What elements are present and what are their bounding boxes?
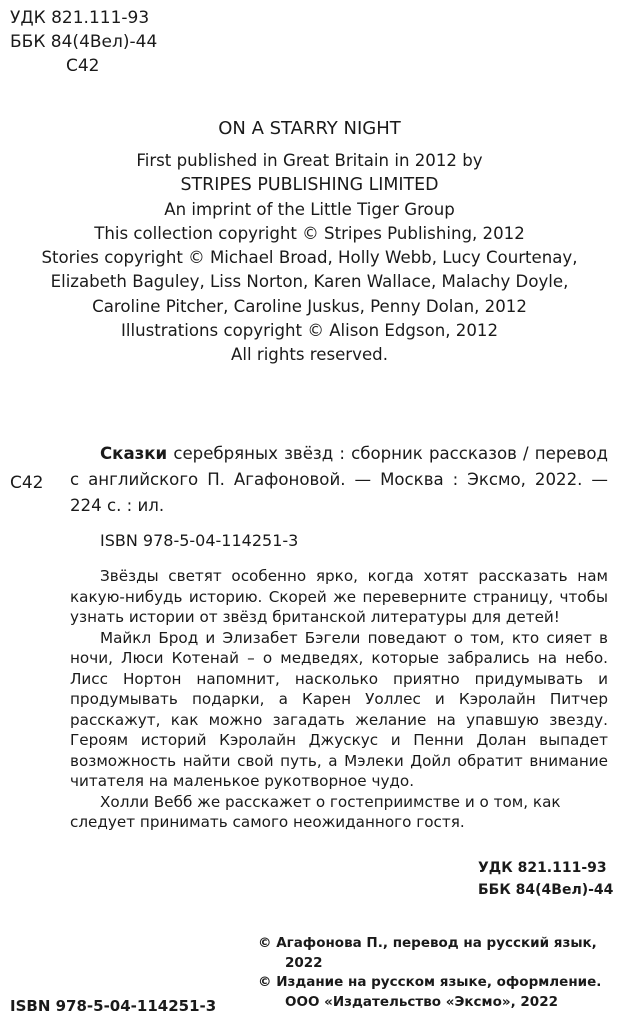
author-sign: С42 — [66, 56, 100, 76]
biblio-description: серебряных звёзд : сборник рассказов / перевод с английского П. Агафоновой. — Москва : Эксмо, 2022. — 224 с. : ил. — [70, 444, 608, 515]
bibliographic-record — [70, 441, 608, 519]
isbn-record: ISBN 978-5-04-114251-3 — [100, 531, 299, 550]
isbn-bottom: ISBN 978-5-04-114251-3 — [10, 997, 217, 1015]
copyright-notices — [258, 934, 601, 1012]
biblio-author-sign: С42 — [10, 473, 44, 493]
pub-line: Caroline Pitcher, Caroline Juskus, Penny Dolan, 2012 — [92, 296, 527, 316]
udk-code: УДК 821.111-93 — [10, 8, 150, 28]
bbk-code-bottom: ББК 84(4Вел)-44 — [478, 882, 614, 898]
pub-line: First published in Great Britain in 2012 by — [136, 151, 483, 170]
pub-line-publisher: STRIPES PUBLISHING LIMITED — [180, 175, 439, 196]
publication-info — [0, 149, 619, 368]
copyright-edition: © Издание на русском языке, оформление. — [258, 974, 602, 990]
pub-line: All rights reserved. — [231, 345, 388, 365]
annotation-paragraph: Майкл Брод и Элизабет Бэгели поведают о том, кто сияет в ночи, Люси Котенай – о медведях, которые забрались на небо. Лисс Нортон напомнит, насколько приятно придумывать и продумывать подарки, а Карен Уоллес и Кэролайн Питчер расскажут, как можно загадать желание на упавшую звезду. Героям историй Кэролайн Джускус и Пенни Долан выпадет возможность найти свой путь, а Мэлеки Дойл обратит внимание читателя на маленькое рукотворное чудо. — [70, 628, 608, 790]
pub-line: This collection copyright © Stripes Publishing, 2012 — [94, 223, 525, 243]
pub-line: Illustrations copyright © Alison Edgson, 2012 — [120, 321, 499, 341]
udk-code-bottom: УДК 821.111-93 — [478, 860, 607, 876]
bbk-code: ББК 84(4Вел)-44 — [10, 32, 158, 52]
bottom-classification-codes — [478, 857, 613, 901]
pub-line: An imprint of the Little Tiger Group — [164, 199, 455, 219]
copyright-translation-year: 2022 — [285, 954, 323, 971]
copyright-publisher: ООО «Издательство «Эксмо», 2022 — [285, 993, 558, 1010]
annotation-paragraph: Звёзды светят особенно ярко, когда хотят рассказать нам какую-нибудь историю. Скорей же переверните страницу, чтобы узнать истории от звёзд британской литературы для детей! — [70, 567, 608, 626]
biblio-title-bold: Сказки — [100, 444, 168, 463]
original-title: ON A STARRY NIGHT — [218, 118, 401, 139]
pub-line: Elizabeth Baguley, Liss Norton, Karen Wallace, Malachy Doyle, — [50, 272, 569, 292]
annotation-paragraph: Холли Вебб же расскажет о гостеприимстве и о том, как следует принимать самого неожиданного гостя. — [70, 792, 561, 831]
annotation — [70, 566, 608, 833]
top-classification-codes — [10, 6, 157, 78]
pub-line: Stories copyright © Michael Broad, Holly Webb, Lucy Courtenay, — [41, 248, 578, 268]
copyright-translation: © Агафонова П., перевод на русский язык, — [258, 935, 597, 951]
